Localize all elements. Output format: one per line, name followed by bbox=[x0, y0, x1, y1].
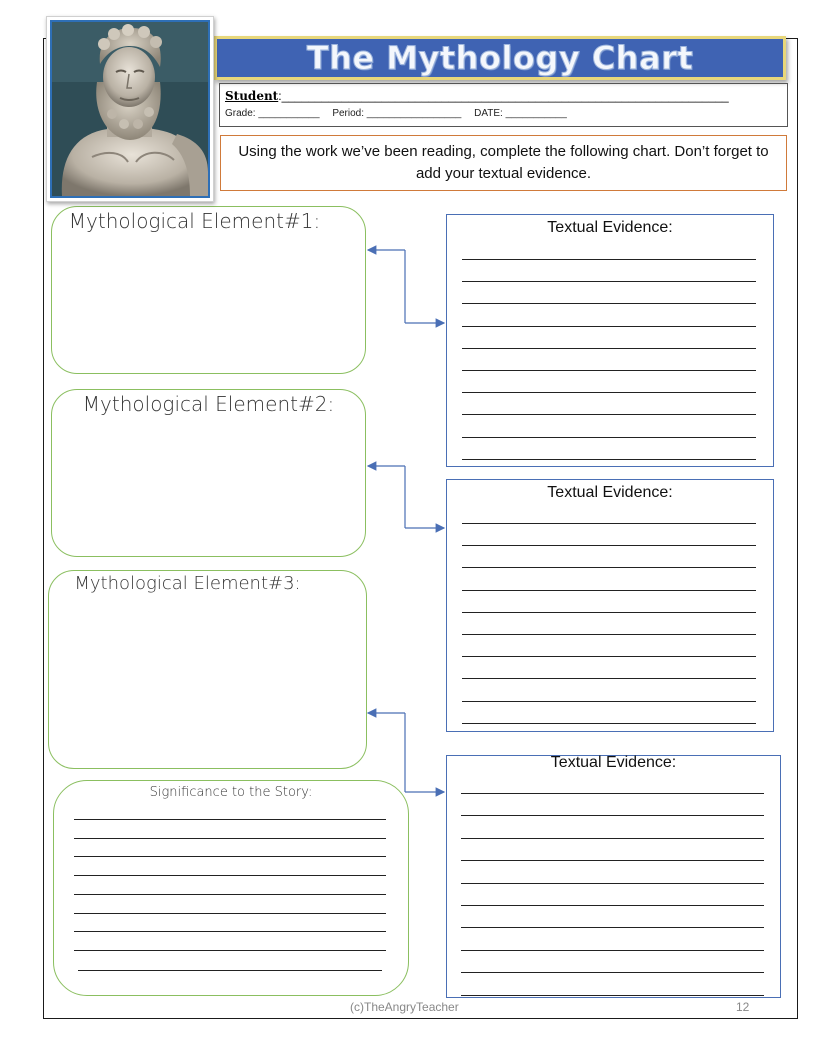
significance-writing-line[interactable] bbox=[74, 894, 386, 895]
evidence-1-writing-line[interactable] bbox=[462, 281, 756, 282]
evidence-3-writing-line[interactable] bbox=[461, 905, 764, 906]
evidence-3-writing-line[interactable] bbox=[461, 972, 764, 973]
evidence-3-label: Textual Evidence: bbox=[550, 754, 677, 771]
evidence-1-writing-line[interactable] bbox=[462, 259, 756, 260]
significance-writing-line[interactable] bbox=[74, 875, 386, 876]
page-title: The Mythology Chart bbox=[306, 39, 694, 77]
grade-field[interactable]: Grade: ___________ bbox=[225, 108, 320, 119]
evidence-1-writing-line[interactable] bbox=[462, 326, 756, 327]
significance-writing-line[interactable] bbox=[78, 970, 382, 971]
element-1-label: Mythological Element#1: bbox=[68, 209, 321, 233]
evidence-1-writing-line[interactable] bbox=[462, 348, 756, 349]
significance-writing-line[interactable] bbox=[74, 838, 386, 839]
significance-writing-line[interactable] bbox=[74, 913, 386, 914]
footer-credit: (c)TheAngryTeacher bbox=[350, 1000, 459, 1014]
element-3-box[interactable] bbox=[48, 570, 367, 769]
page-number: 12 bbox=[736, 1000, 750, 1014]
student-field[interactable]: :___________________________________________________________________ bbox=[278, 89, 729, 103]
evidence-2-writing-line[interactable] bbox=[462, 590, 756, 591]
student-line bbox=[225, 89, 729, 103]
evidence-2-box[interactable] bbox=[446, 479, 774, 732]
significance-label: Significance to the Story: bbox=[149, 785, 313, 800]
student-info-box bbox=[219, 83, 788, 127]
evidence-3-writing-line[interactable] bbox=[461, 815, 764, 816]
evidence-2-writing-line[interactable] bbox=[462, 656, 756, 657]
evidence-1-writing-line[interactable] bbox=[462, 437, 756, 438]
significance-box[interactable] bbox=[53, 780, 409, 996]
evidence-2-writing-line[interactable] bbox=[462, 701, 756, 702]
hercules-statue-icon bbox=[50, 20, 210, 198]
evidence-1-writing-line[interactable] bbox=[462, 414, 756, 415]
evidence-1-writing-line[interactable] bbox=[462, 459, 756, 460]
evidence-3-writing-line[interactable] bbox=[461, 838, 764, 839]
evidence-3-writing-line[interactable] bbox=[461, 793, 764, 794]
title-banner bbox=[214, 36, 786, 80]
evidence-3-box[interactable] bbox=[446, 755, 781, 998]
element-1-box[interactable] bbox=[51, 206, 366, 374]
evidence-2-writing-line[interactable] bbox=[462, 678, 756, 679]
significance-writing-line[interactable] bbox=[74, 819, 386, 820]
significance-writing-line[interactable] bbox=[74, 931, 386, 932]
period-field[interactable]: Period: _________________ bbox=[332, 108, 462, 119]
instructions-box bbox=[220, 135, 787, 191]
evidence-3-writing-line[interactable] bbox=[461, 927, 764, 928]
element-3-label: Mythological Element#3: bbox=[74, 573, 301, 594]
evidence-2-writing-line[interactable] bbox=[462, 567, 756, 568]
evidence-1-label: Textual Evidence: bbox=[547, 219, 673, 236]
element-2-box[interactable] bbox=[51, 389, 366, 557]
evidence-1-box[interactable] bbox=[446, 214, 774, 467]
evidence-2-writing-line[interactable] bbox=[462, 634, 756, 635]
evidence-3-writing-line[interactable] bbox=[461, 860, 764, 861]
instructions-text: Using the work we’ve been reading, complete the following chart. Don’t forget to add your textual evidence. bbox=[238, 143, 769, 182]
evidence-3-writing-line[interactable] bbox=[461, 995, 764, 996]
student-label: Student bbox=[225, 89, 279, 103]
hercules-photo bbox=[46, 16, 214, 202]
evidence-2-writing-line[interactable] bbox=[462, 545, 756, 546]
evidence-2-writing-line[interactable] bbox=[462, 523, 756, 524]
evidence-3-writing-line[interactable] bbox=[461, 883, 764, 884]
evidence-1-writing-line[interactable] bbox=[462, 392, 756, 393]
grade-line bbox=[225, 108, 577, 119]
date-field[interactable]: DATE: ___________ bbox=[474, 108, 567, 119]
evidence-1-writing-line[interactable] bbox=[462, 370, 756, 371]
significance-writing-line[interactable] bbox=[74, 856, 386, 857]
evidence-2-writing-line[interactable] bbox=[462, 612, 756, 613]
significance-writing-line[interactable] bbox=[74, 950, 386, 951]
evidence-2-writing-line[interactable] bbox=[462, 723, 756, 724]
evidence-2-label: Textual Evidence: bbox=[547, 484, 673, 501]
element-2-label: Mythological Element#2: bbox=[82, 392, 335, 416]
evidence-3-writing-line[interactable] bbox=[461, 950, 764, 951]
evidence-1-writing-line[interactable] bbox=[462, 303, 756, 304]
